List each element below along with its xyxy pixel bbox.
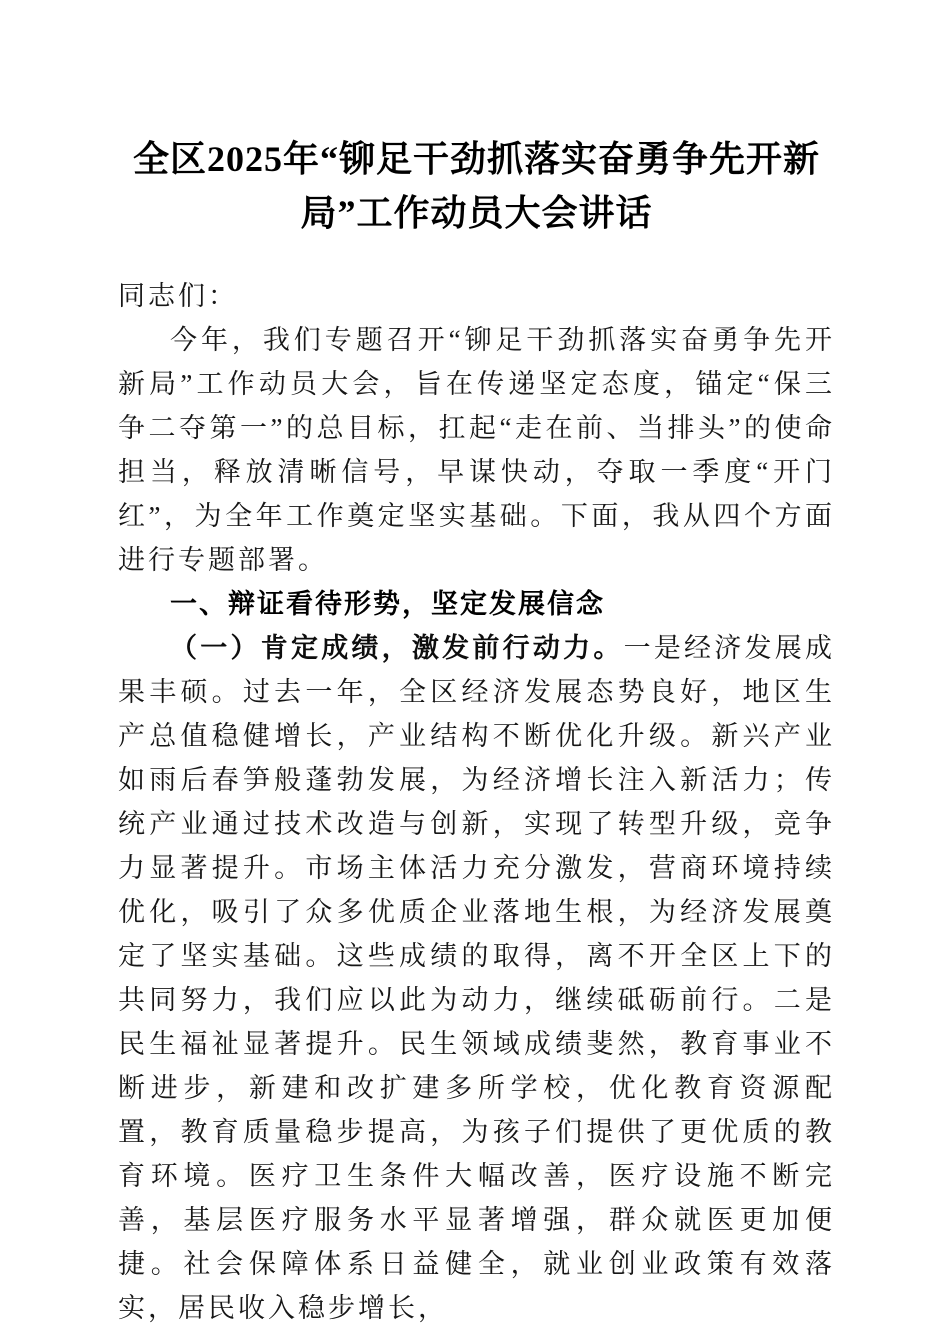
document-title: 全区2025年“铆足干劲抓落实奋勇争先开新局”工作动员大会讲话 [132, 139, 820, 233]
section-heading: 一、辩证看待形势，坚定发展信念 [170, 589, 605, 619]
subsection-lead: （一）肯定成绩，激发前行动力。 [170, 633, 624, 663]
salutation: 同志们： [118, 281, 238, 311]
subsection-paragraph [118, 626, 835, 1330]
document-body [118, 274, 835, 1330]
subsection-text: 一是经济发展成果丰硕。过去一年，全区经济发展态势良好，地区生产总值稳健增长，产业结构不断优化升级。新兴产业如雨后春笋般蓬勃发展，为经济增长注入新活力；传统产业通过技术改造与创新，实现了转型升级，竞争力显著提升。市场主体活力充分激发，营商环境持续优化，吸引了众多优质企业落地生根，为经济发展奠定了坚实基础。这些成绩的取得，离不开全区上下的共同努力，我们应以此为动力，继续砥砺前行。二是民生福祉显著提升。民生领域成绩斐然，教育事业不断进步，新建和改扩建多所学校，优化教育资源配置，教育质量稳步提高，为孩子们提供了更优质的教育环境。医疗卫生条件大幅改善，医疗设施不断完善，基层医疗服务水平显著增强，群众就医更加便捷。社会保障体系日益健全，就业创业政策有效落实，居民收入稳步增长， [118, 633, 836, 1323]
intro-paragraph: 今年，我们专题召开“铆足干劲抓落实奋勇争先开新局”工作动员大会，旨在传递坚定态度，锚定“保三争二夺第一”的总目标，扛起“走在前、当排头”的使命担当，释放清晰信号，早谋快动，夺取一季度“开门红”，为全年工作奠定坚实基础。下面，我从四个方面进行专题部署。 [118, 325, 835, 575]
